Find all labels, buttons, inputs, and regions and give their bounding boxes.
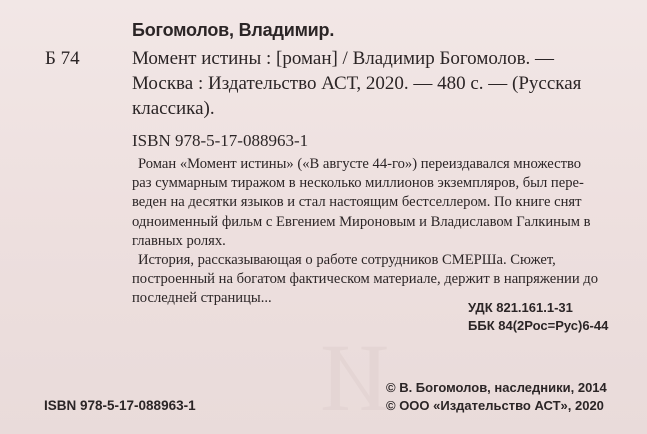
annotation-line: Роман «Момент истины» («В августе 44-го») переиздавался множество [138,156,582,172]
bib-record-line: классика). [132,98,215,119]
bbk-code: ББК 84(2Рос=Рус)6-44 [468,318,609,333]
isbn-main: ISBN 978-5-17-088963-1 [132,131,309,150]
annotation-line: раз суммарным тиражом в несколько миллионов экземпляров, был пере- [132,175,584,192]
bibliographic-record [132,46,642,121]
annotation-line: История, рассказывающая о работе сотрудников СМЕРШа. Сюжет, [138,252,556,269]
annotation [132,155,640,309]
author-heading: Богомолов, Владимир. [132,20,335,40]
copyright-block [386,379,607,415]
bib-record-line: Момент истины : [роман] / Владимир Богомолов. — [132,48,555,69]
annotation-line: веден на десятки языков и стал настоящим бестселлером. По книге снят [132,194,582,211]
classification-codes [468,299,608,335]
copyright-line: © ООО «Издательство АСТ», 2020 [386,398,604,413]
author-index-code: Б 74 [45,48,80,69]
isbn-footer: ISBN 978-5-17-088963-1 [44,398,196,413]
show-through-letter: И [320,324,390,431]
annotation-line: последней страницы... [132,290,272,307]
copyright-line: © В. Богомолов, наследники, 2014 [386,380,607,395]
annotation-line: главных ролях. [132,232,226,249]
annotation-line: построенный на богатом фактическом материале, держит в напряжении до [132,271,598,288]
bib-record-line: Москва : Издательство АСТ, 2020. — 480 с. — (Русская [132,73,582,94]
udk-code: УДК 821.161.1-31 [468,300,573,315]
annotation-line: одноименный фильм с Евгением Мироновым и Владиславом Галкиным в [132,213,591,230]
